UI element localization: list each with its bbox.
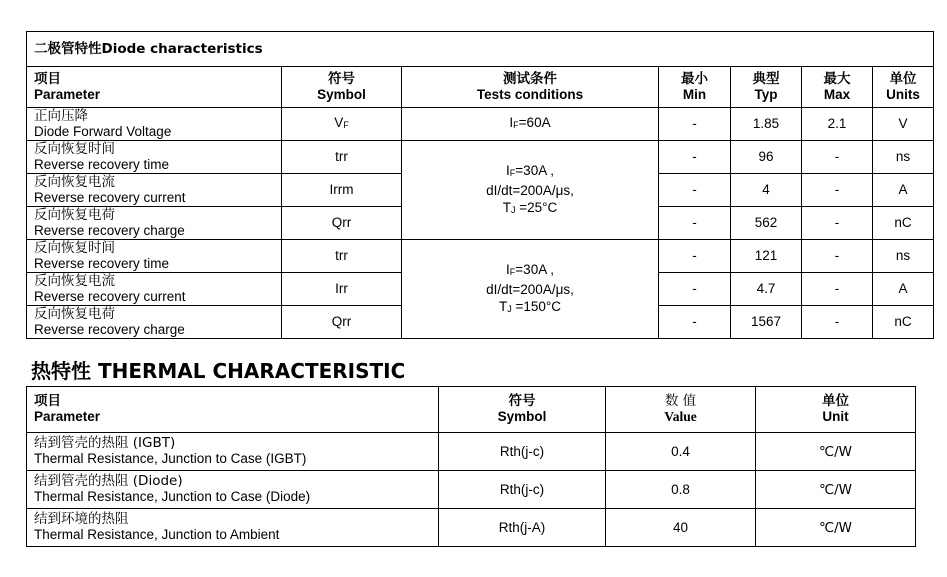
header-parameter [27,387,439,433]
typ-cell: 96 [731,141,802,174]
param-cn: 正向压降 [34,107,88,124]
symbol-cell: Qrr [282,207,402,240]
cond-line-3 [402,199,658,219]
param-cell [27,509,439,547]
min-cell: - [659,207,731,240]
header-units [873,67,934,108]
param-cell [27,108,282,141]
cond-pre: T [498,298,508,314]
symbol-cell: Rth(j-c) [439,433,606,471]
condition-group-25c [402,141,659,240]
symbol-main: V [334,115,344,130]
param-cell [27,433,439,471]
symbol-sub: F [343,120,349,130]
cond-line-2: dI/dt=200A/μs, [486,281,574,297]
param-cn: 反向恢复时间 [34,239,115,256]
typ-cell: 4.7 [731,273,802,306]
cond-pre: T [502,199,511,215]
symbol-cell [282,108,402,141]
header-parameter-en: Parameter [34,409,101,424]
header-typ-cn: 典型 [752,70,780,87]
thermal-header-row [27,387,916,433]
cond-sub: J [507,303,512,314]
symbol-cell: trr [282,141,402,174]
header-typ-en: Typ [754,86,778,102]
cond-post: =30A , [515,162,554,178]
param-en: Reverse recovery charge [34,222,185,238]
min-cell: - [659,141,731,174]
header-max [802,67,873,108]
min-cell: - [659,306,731,339]
typ-cell: 562 [731,207,802,240]
header-value-en: Value [664,409,697,424]
header-min-cn: 最小 [681,70,708,87]
cond-post: =30A , [515,261,554,277]
unit-cell: ℃/W [756,471,916,509]
min-cell: - [659,174,731,207]
header-symbol [282,67,402,108]
param-en: Thermal Resistance, Junction to Ambient [34,527,280,542]
table-row [27,240,934,273]
cond-sub: J [510,204,516,215]
cond-post: =25°C [515,199,558,215]
header-min [659,67,731,108]
symbol-cell: Irr [282,273,402,306]
header-value-cn: 数 值 [664,393,697,409]
cond-sub: F [509,167,516,178]
header-units-cn: 单位 [889,70,917,87]
param-cell [27,471,439,509]
value-cell: 40 [606,509,756,547]
unit-cell: A [873,273,934,306]
table-row [27,108,934,141]
value-cell: 0.4 [606,433,756,471]
max-cell: - [802,174,873,207]
param-cn: 反向恢复时间 [34,140,115,157]
header-unit-en: Unit [822,409,849,424]
cond-line-2: dI/dt=200A/μs, [486,182,574,198]
param-cell [27,174,282,207]
unit-cell: ns [873,141,934,174]
table-row [27,433,916,471]
cond-pre: I [509,115,514,130]
param-en: Thermal Resistance, Junction to Case (Diode) [34,489,311,504]
max-cell: - [802,306,873,339]
param-en: Diode Forward Voltage [34,123,172,139]
header-units-en: Units [886,86,920,102]
cond-line-3 [402,298,658,318]
param-en: Reverse recovery time [34,255,170,271]
header-symbol-cn: 符号 [328,70,355,87]
param-cn: 反向恢复电流 [34,272,115,289]
thermal-section-title: 热特性 THERMAL CHARACTERISTIC [31,359,406,383]
min-cell: - [659,273,731,306]
cond-post: =150°C [511,298,562,314]
diode-header-row [27,67,934,108]
cond-line-1 [402,261,658,281]
param-cell [27,306,282,339]
param-en: Reverse recovery current [34,189,186,205]
param-cell [27,240,282,273]
min-cell: - [659,240,731,273]
cond-pre: I [506,162,510,178]
diode-characteristics-table [26,31,934,339]
unit-cell: nC [873,207,934,240]
header-parameter-en: Parameter [34,86,101,102]
param-cn: 结到管壳的热阻 (Diode) [34,473,183,489]
param-cn: 结到环境的热阻 [34,511,129,527]
unit-cell: ℃/W [756,433,916,471]
param-en: Thermal Resistance, Junction to Case (IGBT) [34,451,307,466]
header-symbol-cn: 符号 [508,393,536,409]
cond-sub: F [509,266,516,277]
thermal-characteristics-table [26,386,916,547]
header-typ [731,67,802,108]
table-row [27,471,916,509]
typ-cell: 1.85 [731,108,802,141]
param-cell [27,141,282,174]
header-max-en: Max [823,86,851,102]
header-parameter-cn: 项目 [34,393,61,409]
header-max-cn: 最大 [823,70,851,87]
cond-pre: I [506,261,510,277]
symbol-cell: Irrm [282,174,402,207]
unit-cell: nC [873,306,934,339]
unit-cell: ℃/W [756,509,916,547]
cond-sub: F [513,120,519,130]
header-symbol [439,387,606,433]
param-en: Reverse recovery charge [34,321,185,337]
condition-group-150c [402,240,659,339]
cond-post: =60A [518,115,551,130]
param-cn: 反向恢复电荷 [34,206,115,223]
table-row [27,141,934,174]
param-cell [27,273,282,306]
symbol-cell: Rth(j-c) [439,471,606,509]
header-conditions [402,67,659,108]
condition-forward [402,108,659,141]
max-cell: - [802,273,873,306]
table-row [27,509,916,547]
param-cell [27,207,282,240]
symbol-cell: Qrr [282,306,402,339]
typ-cell: 121 [731,240,802,273]
value-cell: 0.8 [606,471,756,509]
header-parameter [27,67,282,108]
header-conditions-en: Tests conditions [476,86,584,102]
symbol-cell: trr [282,240,402,273]
cond-line-1 [402,162,658,182]
max-cell: - [802,207,873,240]
header-symbol-en: Symbol [317,86,366,102]
unit-cell: A [873,174,934,207]
param-cn: 反向恢复电流 [34,173,115,190]
header-symbol-en: Symbol [497,409,547,424]
param-en: Reverse recovery time [34,156,170,172]
typ-cell: 1567 [731,306,802,339]
diode-table-title: 二极管特性Diode characteristics [27,32,934,67]
header-unit-cn: 单位 [822,393,849,409]
max-cell: - [802,141,873,174]
param-cn: 结到管壳的热阻 (IGBT) [34,435,176,451]
symbol-cell: Rth(j-A) [439,509,606,547]
param-cn: 反向恢复电荷 [34,305,115,322]
min-cell: - [659,108,731,141]
header-parameter-cn: 项目 [34,70,61,87]
typ-cell: 4 [731,174,802,207]
header-conditions-cn: 测试条件 [503,70,557,87]
unit-cell: ns [873,240,934,273]
header-min-en: Min [682,86,707,102]
header-value [606,387,756,433]
header-unit [756,387,916,433]
max-cell: - [802,240,873,273]
unit-cell: V [873,108,934,141]
param-en: Reverse recovery current [34,288,186,304]
max-cell: 2.1 [802,108,873,141]
